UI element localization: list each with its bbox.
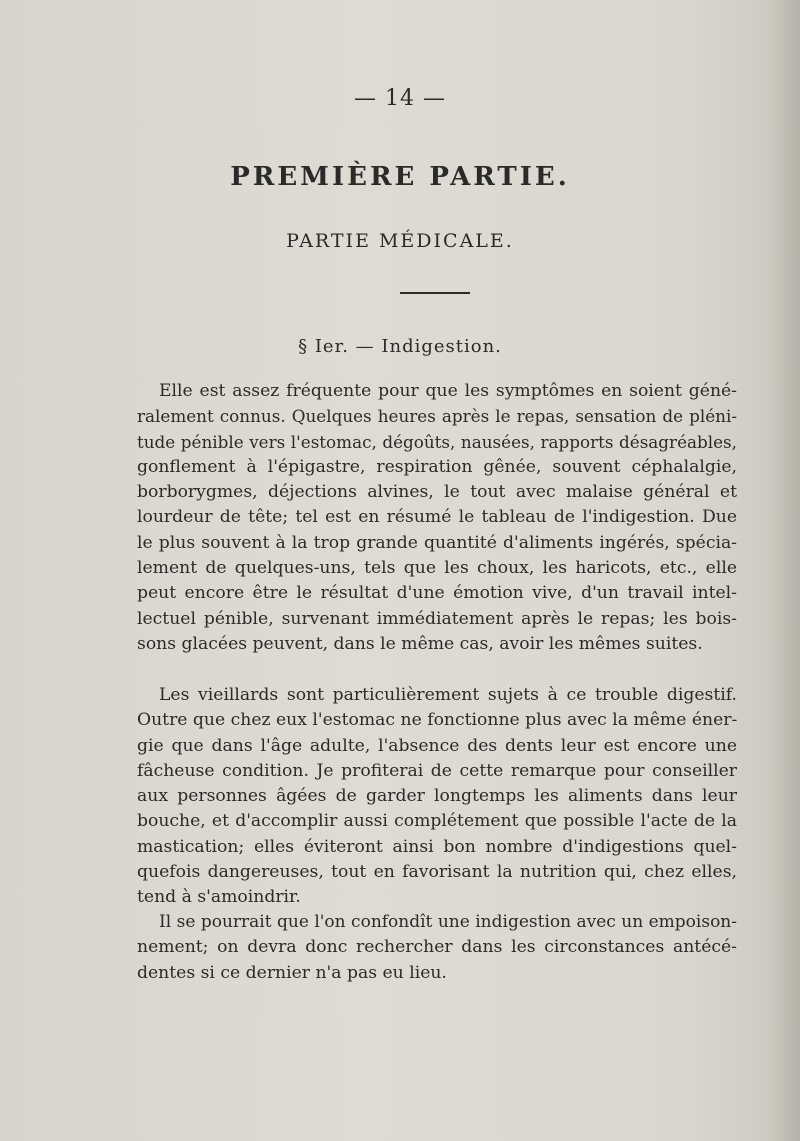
paragraph-1 xyxy=(137,379,737,657)
text-line: mastication; elles éviteront ainsi bon nombre d'indigestions quel- xyxy=(137,836,737,857)
paragraph-2 xyxy=(137,683,737,911)
text-line: le plus souvent à la trop grande quantité d'aliments ingérés, spécia- xyxy=(137,532,737,553)
paragraph-3 xyxy=(137,910,737,986)
text-line: peut encore être le résultat d'une émotion vive, d'un travail intel- xyxy=(137,583,737,604)
section-heading xyxy=(0,336,800,357)
part-title: PREMIÈRE PARTIE. xyxy=(230,162,570,192)
divider-rule xyxy=(400,292,470,294)
text-line: gie que dans l'âge adulte, l'absence des dents leur est encore une xyxy=(137,735,737,756)
text-line: Elle est assez fréquente pour que les symptômes en soient géné- xyxy=(159,381,737,401)
text-line: Outre que chez eux l'estomac ne fonctionne plus avec la même éner- xyxy=(137,710,738,731)
text-line: Il se pourrait que l'on confondît une indigestion avec un empoison- xyxy=(159,912,737,932)
text-line: sons glacées peuvent, dans le même cas, avoir les mêmes suites. xyxy=(137,633,703,654)
text-line: lement de quelques-uns, tels que les choux, les haricots, etc., elle xyxy=(137,558,737,579)
text-line: nement; on devra donc rechercher dans les circonstances antécé- xyxy=(137,937,737,958)
section-heading-text: § Ier. — Indigestion. xyxy=(298,336,502,357)
text-line: dentes si ce dernier n'a pas eu lieu. xyxy=(137,962,447,983)
text-line: tude pénible vers l'estomac, dégoûts, nausées, rapports désagréables, xyxy=(137,431,737,452)
text-line: aux personnes âgées de garder longtemps les aliments dans leur xyxy=(137,786,737,807)
text-line: bouche, et d'accomplir aussi complétement que possible l'acte de la xyxy=(137,811,737,832)
text-line: tend à s'amoindrir. xyxy=(137,887,301,908)
text-line: borborygmes, déjections alvines, le tout avec malaise général et xyxy=(137,482,737,503)
text-line: lectuel pénible, survenant immédiatement après le repas; les bois- xyxy=(137,608,737,629)
page-number: — 14 — xyxy=(354,86,446,111)
subtitle: PARTIE MÉDICALE. xyxy=(286,230,514,252)
text-line: fâcheuse condition. Je profiterai de cette remarque pour conseiller xyxy=(137,760,737,781)
text-line: ralement connus. Quelques heures après le repas, sensation de pléni- xyxy=(137,406,737,427)
text-line: lourdeur de tête; tel est en résumé le tableau de l'indigestion. Due xyxy=(137,507,737,528)
text-line: quefois dangereuses, tout en favorisant la nutrition qui, chez elles, xyxy=(137,862,737,883)
text-line: Les vieillards sont particulièrement sujets à ce trouble digestif. xyxy=(159,685,737,705)
text-line: gonflement à l'épigastre, respiration gênée, souvent céphalalgie, xyxy=(137,456,737,477)
